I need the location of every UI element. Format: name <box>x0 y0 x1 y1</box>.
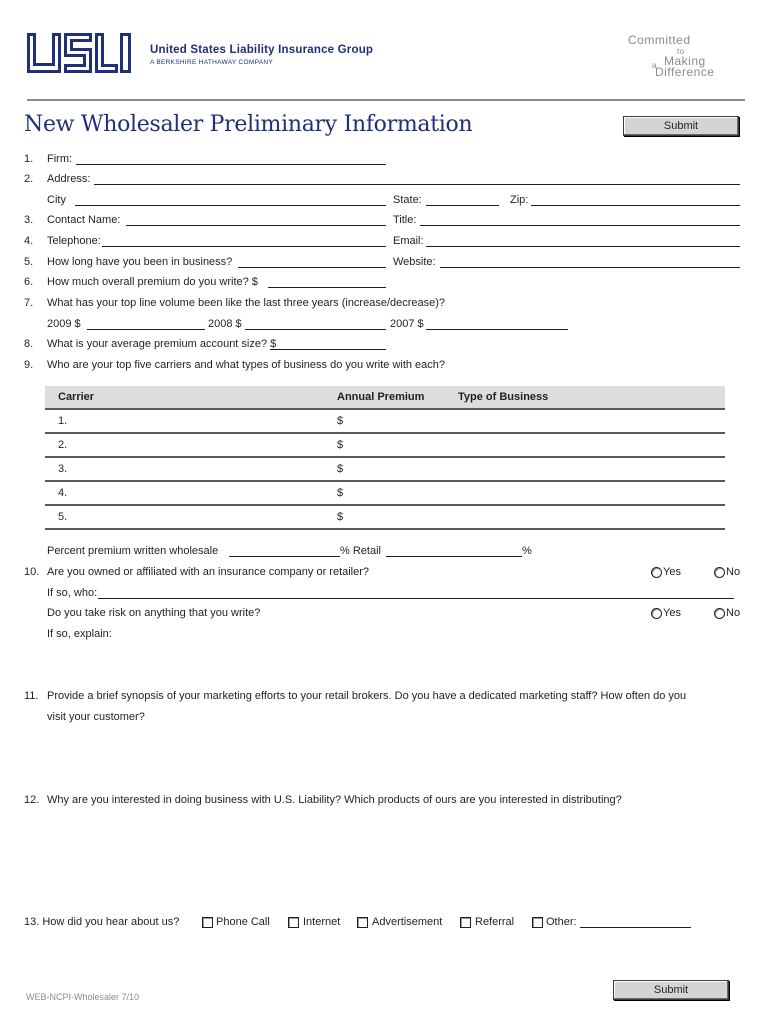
affiliated-yes-radio[interactable] <box>651 567 662 578</box>
contact-name-field[interactable] <box>126 225 386 226</box>
phone-call-checkbox[interactable] <box>202 917 213 928</box>
website-field[interactable] <box>440 267 740 268</box>
q6-number: 6. <box>24 276 34 288</box>
q1-number: 1. <box>24 153 34 165</box>
percent-retail-label: % Retail <box>340 545 381 557</box>
firm-field[interactable] <box>76 164 386 165</box>
email-field[interactable] <box>426 246 740 247</box>
year-2007-label: 2007 $ <box>390 318 424 330</box>
row-number: 2. <box>58 439 68 451</box>
q9-number: 9. <box>24 359 34 371</box>
year-2008-field[interactable] <box>245 329 386 330</box>
table-row[interactable] <box>45 434 725 458</box>
zip-label: Zip: <box>510 194 529 206</box>
advertisement-checkbox[interactable] <box>357 917 368 928</box>
q3-number: 3. <box>24 214 34 226</box>
row-number: 5. <box>58 511 68 523</box>
if-so-who-label: If so, who: <box>47 587 98 599</box>
risk-no-label: No <box>726 607 741 619</box>
tagline-to: to <box>677 47 685 56</box>
state-field[interactable] <box>426 205 499 206</box>
q13-label: 13. How did you hear about us? <box>24 916 180 928</box>
internet-label: Internet <box>303 916 341 928</box>
table-row[interactable] <box>45 410 725 434</box>
title-label: Title: <box>393 214 417 226</box>
take-risk-label: Do you take risk on anything that you write? <box>47 607 261 619</box>
website-label: Website: <box>393 256 436 268</box>
usli-logo <box>27 33 133 79</box>
telephone-field[interactable] <box>102 246 386 247</box>
tagline-a: a <box>652 61 657 70</box>
q11-label-line1: Provide a brief synopsis of your marketing efforts to your retail brokers. Do you have a dedicated marketing staff? How often do you <box>47 690 687 702</box>
q2-label: Address: <box>47 173 91 185</box>
tagline-difference: Difference <box>655 65 715 79</box>
q12-number: 12. <box>24 794 40 806</box>
row-premium: $ <box>337 487 344 499</box>
q8-label: What is your average premium account size? $ <box>47 338 277 350</box>
row-number: 3. <box>58 463 68 475</box>
q11-label-line2: visit your customer? <box>47 711 145 723</box>
address-field[interactable] <box>94 184 740 185</box>
percent-wholesale-label: Percent premium written wholesale <box>47 545 219 557</box>
tagline-committed: Committed <box>628 33 691 47</box>
q10-number: 10. <box>24 566 40 578</box>
overall-premium-field[interactable] <box>268 287 386 288</box>
internet-checkbox[interactable] <box>288 917 299 928</box>
q6-label: How much overall premium do you write? $ <box>47 276 258 288</box>
risk-yes-label: Yes <box>663 607 681 619</box>
years-in-business-field[interactable] <box>238 267 386 268</box>
q7-number: 7. <box>24 297 34 309</box>
row-premium: $ <box>337 511 344 523</box>
form-code: WEB-NCPI-Wholesaler 7/10 <box>26 992 140 1002</box>
zip-field[interactable] <box>531 205 740 206</box>
referral-checkbox[interactable] <box>460 917 471 928</box>
company-name: United States Liability Insurance Group <box>150 44 374 56</box>
q10-label: Are you owned or affiliated with an insurance company or retailer? <box>47 566 370 578</box>
referral-label: Referral <box>475 916 515 928</box>
email-label: Email: <box>393 235 424 247</box>
risk-yes-radio[interactable] <box>651 608 662 619</box>
col-carrier: Carrier <box>58 391 95 403</box>
if-so-who-field[interactable] <box>98 598 734 599</box>
year-2009-label: 2009 $ <box>47 318 81 330</box>
submit-button-top[interactable]: Submit <box>623 116 739 136</box>
col-annual-premium: Annual Premium <box>337 391 425 403</box>
tagline-making: Making <box>664 54 706 68</box>
state-label: State: <box>393 194 422 206</box>
percent-sign: % <box>522 545 532 557</box>
year-2007-field[interactable] <box>426 329 568 330</box>
company-subtitle: A BERKSHIRE HATHAWAY COMPANY <box>150 59 274 66</box>
row-premium: $ <box>337 463 344 475</box>
city-label: City <box>47 194 66 206</box>
average-premium-field[interactable] <box>270 349 386 350</box>
q5-number: 5. <box>24 256 34 268</box>
header-divider <box>27 99 745 101</box>
title-field[interactable] <box>420 225 740 226</box>
page-title: New Wholesaler Preliminary Information <box>24 112 473 137</box>
affiliated-no-radio[interactable] <box>714 567 725 578</box>
q3-label: Contact Name: <box>47 214 121 226</box>
other-checkbox[interactable] <box>532 917 543 928</box>
other-label: Other: <box>546 916 577 928</box>
table-row[interactable] <box>45 482 725 506</box>
q11-number: 11. <box>24 690 39 702</box>
q2-number: 2. <box>24 173 34 185</box>
q12-label: Why are you interested in doing business with U.S. Liability? Which products of ours are you interested in distributing? <box>47 794 622 806</box>
risk-no-radio[interactable] <box>714 608 725 619</box>
affiliated-no-label: No <box>726 566 741 578</box>
percent-wholesale-field[interactable] <box>229 556 340 557</box>
city-field[interactable] <box>75 205 386 206</box>
submit-button-bottom[interactable]: Submit <box>613 980 729 1000</box>
q1-label: Firm: <box>47 153 73 165</box>
q5-label: How long have you been in business? <box>47 256 233 268</box>
row-premium: $ <box>337 439 344 451</box>
advertisement-label: Advertisement <box>372 916 443 928</box>
year-2009-field[interactable] <box>87 329 205 330</box>
row-number: 1. <box>58 415 68 427</box>
other-field[interactable] <box>580 927 691 928</box>
q4-number: 4. <box>24 235 34 247</box>
carriers-table-header <box>45 386 725 410</box>
row-premium: $ <box>337 415 344 427</box>
year-2008-label: 2008 $ <box>208 318 242 330</box>
col-type-of-business: Type of Business <box>458 391 549 403</box>
if-so-explain-label: If so, explain: <box>47 628 112 640</box>
affiliated-yes-label: Yes <box>663 566 681 578</box>
q7-label: What has your top line volume been like the last three years (increase/decrease)? <box>47 297 446 309</box>
row-number: 4. <box>58 487 68 499</box>
q9-label: Who are your top five carriers and what types of business do you write with each? <box>47 359 446 371</box>
percent-retail-field[interactable] <box>386 556 522 557</box>
q8-number: 8. <box>24 338 34 350</box>
phone-call-label: Phone Call <box>216 916 270 928</box>
table-row[interactable] <box>45 458 725 482</box>
q4-label: Telephone: <box>47 235 101 247</box>
table-row[interactable] <box>45 506 725 530</box>
